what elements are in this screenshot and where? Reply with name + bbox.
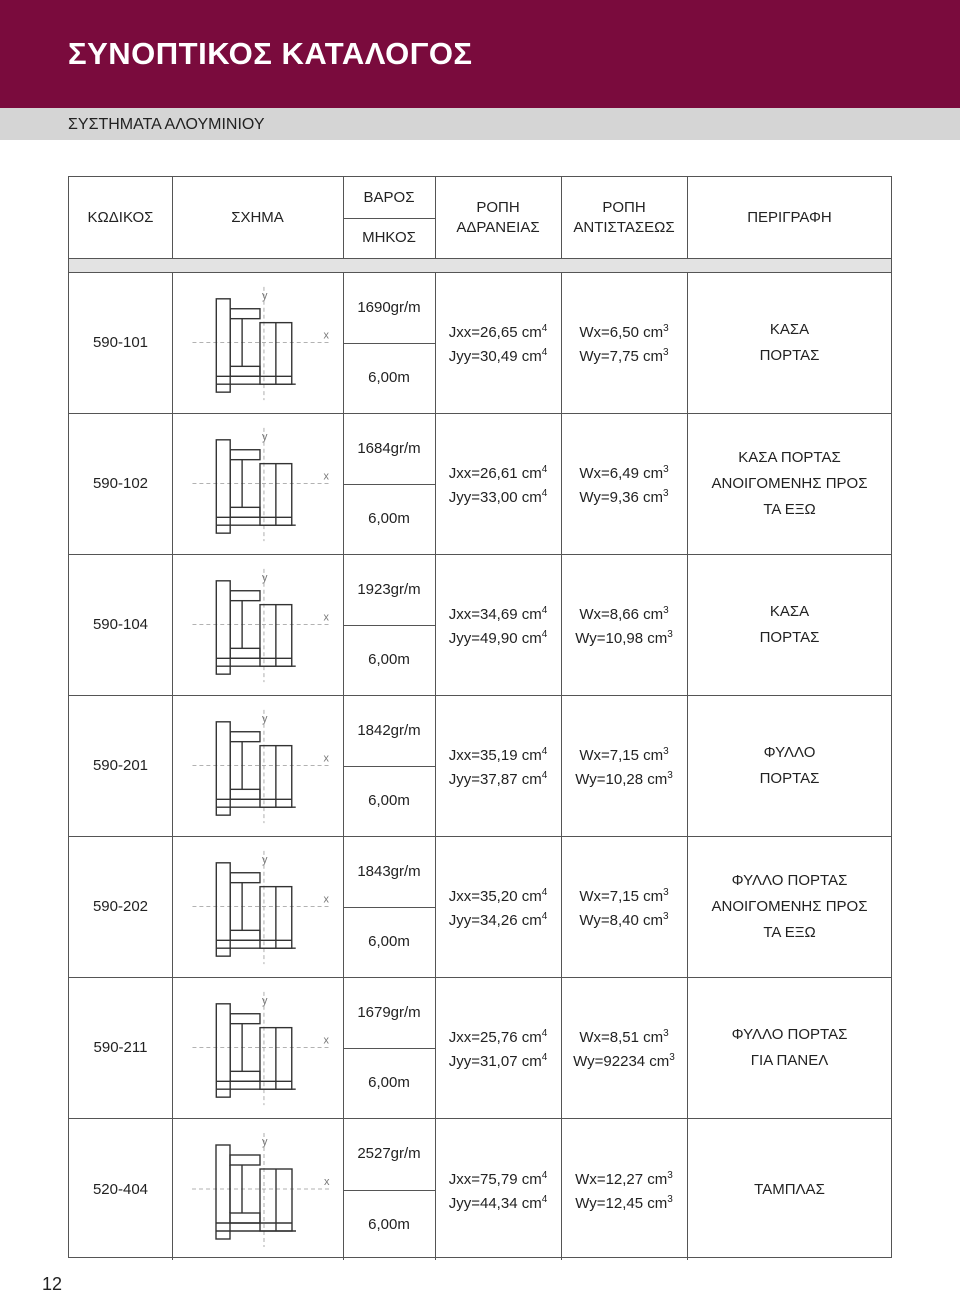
wy-exponent: 3 xyxy=(663,347,669,358)
axis-x-label: x xyxy=(324,1176,330,1188)
inertia-cell xyxy=(435,696,561,836)
section-bar xyxy=(0,108,960,140)
jyy-exponent: 4 xyxy=(541,911,548,922)
header-description xyxy=(687,177,892,258)
product-code: 590-202 xyxy=(92,898,149,915)
weight-value: 1679gr/m xyxy=(357,1004,421,1021)
weight-value: 1690gr/m xyxy=(357,299,421,316)
inertia-cell xyxy=(435,978,561,1118)
profile-section-icon xyxy=(172,555,343,695)
length-value: 6,00m xyxy=(368,933,410,950)
description-line: ΦΥΛΛΟ xyxy=(763,744,816,761)
wx-value: Wx=6,50 cm xyxy=(579,324,664,341)
wx-value: Wx=8,51 cm xyxy=(579,1029,664,1046)
profile-drawing xyxy=(172,837,343,977)
jyy-value: Jyy=30,49 cm xyxy=(448,348,542,365)
inertia-cell xyxy=(435,414,561,554)
header-shape-label: ΣΧΗΜΑ xyxy=(231,208,284,226)
header-divider-band xyxy=(69,259,891,273)
section-title: ΣΥΣΤΗΜΑΤΑ ΑΛΟΥΜΙΝΙΟΥ xyxy=(68,116,265,133)
wx-value: Wx=12,27 cm xyxy=(575,1170,668,1188)
axis-y-label: y xyxy=(261,571,268,584)
jxx-value: Jxx=26,65 cm xyxy=(448,324,542,341)
code-cell xyxy=(69,978,172,1118)
inertia-cell xyxy=(435,1119,561,1260)
resistance-cell xyxy=(561,978,687,1118)
wx-value: Wx=6,49 cm xyxy=(579,465,664,482)
page-title: ΣΥΝΟΠΤΙΚΟΣ ΚΑΤΑΛΟΓΟΣ xyxy=(68,36,473,71)
profile-drawing xyxy=(172,555,343,695)
description-line: ΚΑΣΑ xyxy=(769,321,810,338)
jxx-value: Jxx=35,19 cm xyxy=(448,747,542,764)
axis-x-label: x xyxy=(323,1034,329,1047)
description-line: ΠΟΡΤΑΣ xyxy=(759,770,820,787)
profile-drawing xyxy=(172,696,343,836)
weight-value: 2527gr/m xyxy=(357,1145,421,1163)
length-value: 6,00m xyxy=(368,369,410,386)
header-code-label: ΚΩΔΙΚΟΣ xyxy=(87,208,154,226)
header-code xyxy=(69,177,172,258)
description-line: ΤΑ ΕΞΩ xyxy=(763,924,816,941)
description-cell xyxy=(687,837,892,977)
jxx-exponent: 4 xyxy=(541,1028,548,1039)
resistance-cell xyxy=(561,273,687,413)
header-description-label: ΠΕΡΙΓΡΑΦΗ xyxy=(747,208,832,226)
jxx-value: Jxx=75,79 cm xyxy=(448,1170,542,1188)
wx-exponent: 3 xyxy=(663,605,669,616)
description-line: ΤΑ ΕΞΩ xyxy=(763,501,816,518)
jxx-exponent: 4 xyxy=(541,464,548,475)
wx-value: Wx=7,15 cm xyxy=(579,747,664,764)
description-line: ΑΝΟΙΓΟΜΕΝΗΣ ΠΡΟΣ xyxy=(711,898,868,915)
description-line: ΚΑΣΑ xyxy=(769,603,810,620)
table-row xyxy=(69,414,891,555)
jxx-exponent: 4 xyxy=(541,323,548,334)
jyy-value: Jyy=49,90 cm xyxy=(448,630,542,647)
wx-value: Wx=8,66 cm xyxy=(579,606,664,623)
wy-exponent: 3 xyxy=(663,488,669,499)
inertia-cell xyxy=(435,837,561,977)
weight-length-cell xyxy=(343,414,435,554)
product-code: 590-211 xyxy=(93,1039,148,1056)
description-line: ΦΥΛΛΟ ΠΟΡΤΑΣ xyxy=(731,1026,848,1043)
profile-section-icon xyxy=(172,696,343,836)
jyy-exponent: 4 xyxy=(541,629,548,640)
profile-drawing xyxy=(172,1119,343,1260)
table-row xyxy=(69,273,891,414)
wy-exponent: 3 xyxy=(667,770,673,781)
jxx-value: Jxx=34,69 cm xyxy=(448,606,542,623)
weight-length-cell xyxy=(343,1119,435,1260)
jyy-exponent: 4 xyxy=(541,488,548,499)
code-cell xyxy=(69,273,172,413)
jxx-exponent: 4 xyxy=(541,1169,548,1181)
weight-value: 1923gr/m xyxy=(357,581,421,598)
description-cell xyxy=(687,273,892,413)
description-line: ΑΝΟΙΓΟΜΕΝΗΣ ΠΡΟΣ xyxy=(711,475,868,492)
product-code: 520-404 xyxy=(92,1180,149,1198)
weight-length-cell xyxy=(343,978,435,1118)
header-weight-length xyxy=(343,177,435,258)
title-banner xyxy=(0,0,960,108)
wy-exponent: 3 xyxy=(663,911,669,922)
axis-y-label: y xyxy=(261,853,268,866)
jyy-exponent: 4 xyxy=(541,770,548,781)
length-value: 6,00m xyxy=(368,792,410,809)
wy-value: Wy=8,40 cm xyxy=(579,912,664,929)
length-value: 6,00m xyxy=(368,651,410,668)
wx-exponent: 3 xyxy=(663,1028,669,1039)
weight-value: 1684gr/m xyxy=(357,440,421,457)
jxx-value: Jxx=25,76 cm xyxy=(448,1029,542,1046)
jyy-value: Jyy=44,34 cm xyxy=(448,1194,542,1212)
profile-section-icon xyxy=(172,837,343,977)
wy-value: Wy=9,36 cm xyxy=(579,489,664,506)
product-code: 590-201 xyxy=(92,757,149,774)
wy-value: Wy=10,28 cm xyxy=(575,771,668,788)
wx-exponent: 3 xyxy=(667,1169,673,1181)
table-row xyxy=(69,696,891,837)
profile-section-icon xyxy=(172,273,343,413)
axis-y-label: y xyxy=(261,289,268,302)
wy-exponent: 3 xyxy=(669,1052,675,1063)
description-line: ΠΟΡΤΑΣ xyxy=(759,629,820,646)
header-weight-label: ΒΑΡΟΣ xyxy=(363,188,415,206)
jyy-exponent: 4 xyxy=(541,1193,548,1205)
axis-y-label: y xyxy=(261,994,268,1007)
axis-x-label: x xyxy=(323,470,329,483)
code-cell xyxy=(69,414,172,554)
inertia-cell xyxy=(435,555,561,695)
description-cell xyxy=(687,414,892,554)
axis-y-label: y xyxy=(262,1136,268,1148)
weight-length-cell xyxy=(343,555,435,695)
weight-value: 1842gr/m xyxy=(357,722,421,739)
weight-length-cell xyxy=(343,837,435,977)
product-code: 590-101 xyxy=(92,334,149,351)
table-row xyxy=(69,1119,891,1260)
code-cell xyxy=(69,555,172,695)
description-cell xyxy=(687,696,892,836)
description-cell xyxy=(687,555,892,695)
header-length-label: ΜΗΚΟΣ xyxy=(362,228,416,246)
axis-x-label: x xyxy=(323,611,329,624)
profile-drawing xyxy=(172,414,343,554)
wy-value: Wy=7,75 cm xyxy=(579,348,664,365)
wx-exponent: 3 xyxy=(663,323,669,334)
table-row xyxy=(69,837,891,978)
jyy-exponent: 4 xyxy=(541,1052,548,1063)
weight-length-cell xyxy=(343,273,435,413)
wy-value: Wy=10,98 cm xyxy=(575,630,668,647)
description-line: ΤΑΜΠΛΑΣ xyxy=(754,1180,825,1198)
profile-section-icon xyxy=(172,1119,343,1260)
length-value: 6,00m xyxy=(368,510,410,527)
profile-section-icon xyxy=(172,414,343,554)
code-cell xyxy=(69,696,172,836)
description-line: ΠΟΡΤΑΣ xyxy=(759,347,820,364)
table-row xyxy=(69,555,891,696)
wy-value: Wy=12,45 cm xyxy=(575,1194,668,1212)
jxx-exponent: 4 xyxy=(541,605,548,616)
jxx-value: Jxx=35,20 cm xyxy=(448,888,542,905)
profile-section-icon xyxy=(172,978,343,1118)
profile-drawing xyxy=(172,273,343,413)
resistance-cell xyxy=(561,1119,687,1260)
axis-x-label: x xyxy=(323,893,329,906)
jxx-exponent: 4 xyxy=(541,887,548,898)
code-cell xyxy=(69,1119,172,1260)
weight-value: 1843gr/m xyxy=(357,863,421,880)
table-header xyxy=(69,177,891,259)
header-resistance xyxy=(561,177,687,258)
jyy-value: Jyy=34,26 cm xyxy=(448,912,542,929)
header-inertia-line2: ΑΔΡΑΝΕΙΑΣ xyxy=(456,218,540,236)
header-resistance-line2: ΑΝΤΙΣΤΑΣΕΩΣ xyxy=(573,218,675,236)
table-row xyxy=(69,978,891,1119)
axis-x-label: x xyxy=(323,752,329,765)
header-inertia-line1: ΡΟΠΗ xyxy=(476,198,520,216)
jxx-exponent: 4 xyxy=(541,746,548,757)
description-cell xyxy=(687,978,892,1118)
description-line: ΓΙΑ ΠΑΝΕΛ xyxy=(750,1052,829,1069)
catalog-table xyxy=(68,176,892,1258)
page-number: 12 xyxy=(42,1274,63,1294)
length-value: 6,00m xyxy=(368,1215,410,1233)
wx-exponent: 3 xyxy=(663,464,669,475)
jxx-value: Jxx=26,61 cm xyxy=(448,465,542,482)
wy-exponent: 3 xyxy=(667,629,673,640)
header-shape xyxy=(172,177,343,258)
wx-exponent: 3 xyxy=(663,887,669,898)
header-inertia xyxy=(435,177,561,258)
code-cell xyxy=(69,837,172,977)
jyy-value: Jyy=31,07 cm xyxy=(448,1053,542,1070)
axis-y-label: y xyxy=(261,712,268,725)
resistance-cell xyxy=(561,414,687,554)
length-value: 6,00m xyxy=(368,1074,410,1091)
wy-exponent: 3 xyxy=(667,1193,673,1205)
wx-exponent: 3 xyxy=(663,746,669,757)
jyy-value: Jyy=37,87 cm xyxy=(448,771,542,788)
weight-length-cell xyxy=(343,696,435,836)
description-line: ΚΑΣΑ ΠΟΡΤΑΣ xyxy=(738,449,841,466)
resistance-cell xyxy=(561,837,687,977)
inertia-cell xyxy=(435,273,561,413)
description-cell xyxy=(687,1119,892,1260)
wx-value: Wx=7,15 cm xyxy=(579,888,664,905)
resistance-cell xyxy=(561,555,687,695)
wy-value: Wy=92234 cm xyxy=(573,1053,670,1070)
description-line: ΦΥΛΛΟ ΠΟΡΤΑΣ xyxy=(731,872,848,889)
product-code: 590-104 xyxy=(92,616,149,633)
profile-drawing xyxy=(172,978,343,1118)
jyy-value: Jyy=33,00 cm xyxy=(448,489,542,506)
header-resistance-line1: ΡΟΠΗ xyxy=(602,198,646,216)
resistance-cell xyxy=(561,696,687,836)
axis-y-label: y xyxy=(261,430,268,443)
axis-x-label: x xyxy=(323,329,329,342)
product-code: 590-102 xyxy=(92,475,149,492)
jyy-exponent: 4 xyxy=(541,347,548,358)
table-body xyxy=(69,273,891,1259)
